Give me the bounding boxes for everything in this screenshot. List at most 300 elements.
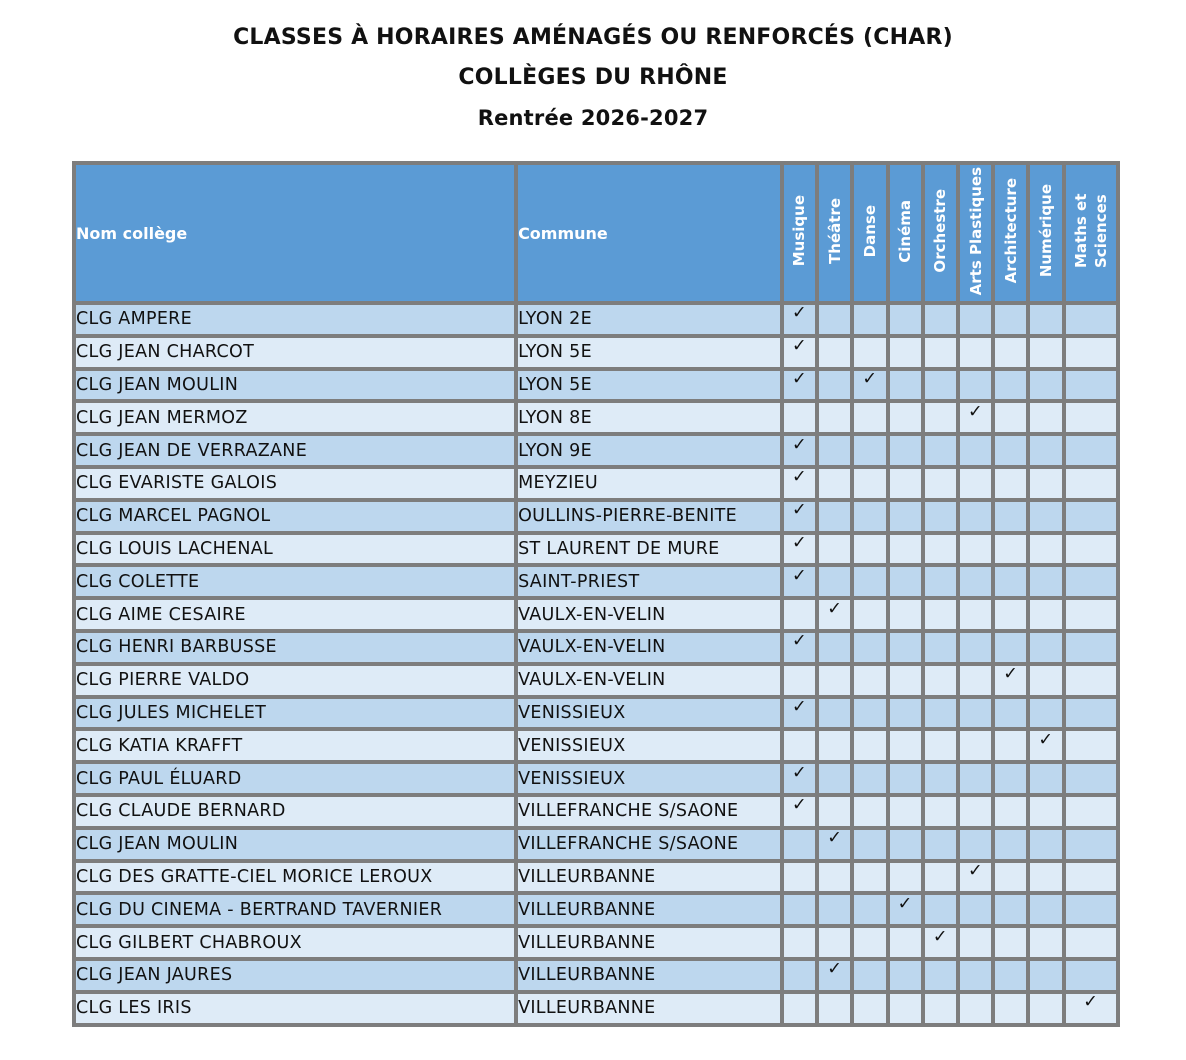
activity-cell [1030,633,1061,662]
activity-cell [925,338,956,367]
college-name-cell: CLG DES GRATTE-CIEL MORICE LEROUX [76,863,514,892]
activity-cell [890,567,921,596]
header-musique: Musique [784,165,815,301]
activity-cell [890,895,921,924]
activity-cell [854,633,885,662]
commune-cell: ST LAURENT DE MURE [518,535,780,564]
check-icon: ✓ [792,303,807,324]
activity-cell [854,502,885,531]
activity-cell [784,436,815,465]
activity-cell [960,961,991,990]
check-icon: ✓ [897,893,913,914]
title-line-2: COLLÈGES DU RHÔNE [458,65,728,90]
activity-cell [925,403,956,432]
activity-cell [1066,961,1116,990]
activity-cell [784,764,815,793]
commune-cell: VENISSIEUX [518,699,780,728]
activity-cell [784,338,815,367]
activity-cell [854,338,885,367]
commune-cell: VAULX-EN-VELIN [518,666,780,695]
activity-cell [819,764,850,793]
commune-cell: LYON 5E [518,371,780,400]
activity-cell [925,961,956,990]
activity-cell [995,567,1026,596]
header-architecture: Architecture [995,165,1026,301]
activity-cell [925,633,956,662]
activity-cell [925,600,956,629]
check-icon: ✓ [968,401,983,422]
commune-cell: VILLEFRANCHE S/SAONE [518,797,780,826]
college-name-cell: CLG JEAN DE VERRAZANE [76,436,514,465]
activity-cell [995,994,1026,1023]
commune-cell: VILLEFRANCHE S/SAONE [518,830,780,859]
activity-cell [925,305,956,334]
activity-cell [819,371,850,400]
activity-cell [1066,436,1116,465]
activity-cell [819,797,850,826]
college-name-cell: CLG DU CINEMA - BERTRAND TAVERNIER [76,895,514,924]
activity-cell [819,567,850,596]
activity-cell [854,600,885,629]
activity-cell [819,633,850,662]
activity-cell [890,502,921,531]
table-row [76,895,1116,924]
activity-cell [1030,535,1061,564]
college-name-cell: CLG JULES MICHELET [76,699,514,728]
activity-cell [925,731,956,760]
activity-cell [819,436,850,465]
activity-cell [890,305,921,334]
activity-cell [1066,567,1116,596]
activity-cell [925,699,956,728]
activity-cell [854,797,885,826]
college-name-cell: CLG JEAN MOULIN [76,371,514,400]
college-name-cell: CLG HENRI BARBUSSE [76,633,514,662]
table-row [76,535,1116,564]
activity-cell [960,436,991,465]
activity-cell [960,666,991,695]
activity-cell [890,338,921,367]
table-row [76,666,1116,695]
activity-cell [1030,502,1061,531]
activity-cell [890,994,921,1023]
activity-cell [925,895,956,924]
activity-cell [784,696,815,728]
activity-cell [890,436,921,465]
table-row [76,502,1116,531]
header-theatre: Théâtre [819,165,850,301]
table-row [76,469,1116,498]
activity-cell [784,532,815,564]
activity-cell [925,469,956,498]
activity-cell [854,764,885,793]
activity-cell [819,830,850,859]
activity-cell [1066,895,1116,924]
activity-cell [960,633,991,662]
activity-cell [995,863,1026,892]
commune-cell: LYON 2E [518,305,780,334]
activity-cell [890,699,921,728]
activity-cell [1066,797,1116,826]
table-row [76,600,1116,629]
activity-cell [854,666,885,695]
college-name-cell: CLG GILBERT CHABROUX [76,928,514,957]
activity-cell [995,731,1026,760]
college-name-cell: CLG JEAN CHARCOT [76,338,514,367]
check-icon: ✓ [827,959,843,980]
activity-cell [1030,994,1061,1023]
college-name-cell: CLG MARCEL PAGNOL [76,502,514,531]
activity-cell [960,600,991,629]
check-icon: ✓ [792,500,807,521]
activity-cell [854,731,885,760]
activity-cell [995,895,1026,924]
college-name-cell: CLG AIME CESAIRE [76,600,514,629]
activity-cell [854,961,885,990]
activity-cell [890,666,921,695]
activity-cell [1030,764,1061,793]
activity-cell [1066,699,1116,728]
activity-cell [1066,338,1116,367]
commune-cell: VILLEURBANNE [518,994,780,1023]
activity-cell [960,731,991,760]
commune-cell: SAINT-PRIEST [518,567,780,596]
activity-cell [890,830,921,859]
check-icon: ✓ [827,598,843,619]
table-row [76,764,1116,793]
activity-cell [960,305,991,334]
activity-cell [1066,305,1116,334]
activity-cell [819,895,850,924]
activity-cell [960,830,991,859]
header-commune: Commune [518,165,780,301]
activity-cell [995,928,1026,957]
check-icon: ✓ [792,467,807,488]
commune-cell: VILLEURBANNE [518,961,780,990]
check-icon: ✓ [792,565,807,586]
activity-cell [960,535,991,564]
activity-cell [784,895,815,924]
activity-cell [1066,469,1116,498]
college-name-cell: CLG PIERRE VALDO [76,666,514,695]
activity-cell [890,731,921,760]
header-danse: Danse [854,165,885,301]
activity-cell [1030,567,1061,596]
activity-cell [960,895,991,924]
activity-cell [995,305,1026,334]
check-icon: ✓ [792,762,807,783]
header-numerique: Numérique [1030,165,1061,301]
activity-cell [784,600,815,629]
check-icon: ✓ [792,696,807,717]
activity-cell [854,830,885,859]
activity-cell [819,403,850,432]
activity-cell [854,368,885,400]
check-icon: ✓ [792,434,807,455]
activity-cell [819,469,850,498]
activity-cell [819,600,850,629]
activity-cell [819,928,850,957]
college-name-cell: CLG KATIA KRAFFT [76,731,514,760]
activity-cell [925,797,956,826]
activity-cell [784,731,815,760]
table-body [76,305,1116,1023]
activity-cell [854,895,885,924]
check-icon: ✓ [792,532,807,553]
activity-cell [819,994,850,1023]
table-row [76,371,1116,400]
commune-cell: LYON 9E [518,436,780,465]
activity-cell [925,764,956,793]
check-icon: ✓ [792,336,807,357]
title-line-3: Rentrée 2026-2027 [477,106,709,130]
activity-cell [925,928,956,957]
table-row [76,699,1116,728]
check-icon: ✓ [792,631,807,652]
activity-cell [1030,403,1061,432]
activity-cell [890,469,921,498]
activity-cell [1066,600,1116,629]
activity-cell [890,797,921,826]
activity-cell [890,764,921,793]
activity-cell [854,863,885,892]
activity-cell [995,764,1026,793]
activity-cell [1030,469,1061,498]
activity-cell [784,961,815,990]
college-name-cell: CLG AMPERE [76,305,514,334]
activity-cell [925,666,956,695]
activity-cell [819,338,850,367]
activity-cell [1066,403,1116,432]
activity-cell [1030,961,1061,990]
activity-cell [784,797,815,826]
check-icon: ✓ [792,795,807,816]
activity-cell [784,305,815,334]
commune-cell: VILLEURBANNE [518,895,780,924]
check-icon: ✓ [932,926,948,947]
activity-cell [1030,731,1061,760]
table-row [76,305,1116,334]
table-row [76,797,1116,826]
activity-cell [995,403,1026,432]
activity-cell [854,699,885,728]
activity-cell [854,928,885,957]
activity-cell [995,338,1026,367]
activity-cell [890,633,921,662]
table-row [76,567,1116,596]
check-icon: ✓ [1038,729,1054,750]
activity-cell [890,600,921,629]
activity-cell [960,764,991,793]
activity-cell [784,502,815,531]
activity-cell [819,863,850,892]
activity-cell [1030,305,1061,334]
check-icon: ✓ [1083,992,1099,1013]
activity-cell [784,863,815,892]
commune-cell: OULLINS-PIERRE-BENITE [518,502,780,531]
activity-cell [819,699,850,728]
activity-cell [784,567,815,596]
commune-cell: VILLEURBANNE [518,863,780,892]
activity-cell [925,863,956,892]
table-row [76,994,1116,1023]
table-row [76,436,1116,465]
activity-cell [995,699,1026,728]
activity-cell [784,666,815,695]
activity-cell [1066,830,1116,859]
check-icon: ✓ [1003,664,1019,685]
check-icon: ✓ [968,860,983,881]
activity-cell [854,403,885,432]
activity-cell [890,371,921,400]
activity-cell [1066,502,1116,531]
activity-cell [960,338,991,367]
activity-cell [1030,338,1061,367]
header-maths-et-sciences: Maths et Sciences [1066,165,1116,301]
commune-cell: VENISSIEUX [518,764,780,793]
activity-cell [960,469,991,498]
activity-cell [784,403,815,432]
college-name-cell: CLG PAUL ÉLUARD [76,764,514,793]
activity-cell [960,797,991,826]
commune-cell: VAULX-EN-VELIN [518,633,780,662]
activity-cell [925,502,956,531]
activity-cell [995,830,1026,859]
activity-cell [1030,436,1061,465]
activity-cell [1066,666,1116,695]
check-icon: ✓ [862,368,878,389]
activity-cell [854,436,885,465]
activity-cell [1030,666,1061,695]
activity-cell [890,863,921,892]
activity-cell [784,469,815,498]
activity-cell [890,928,921,957]
activity-cell [925,830,956,859]
check-icon: ✓ [792,368,807,389]
activity-cell [995,666,1026,695]
header-cinema: Cinéma [890,165,921,301]
activity-cell [960,502,991,531]
activity-cell [1066,928,1116,957]
activity-cell [1030,830,1061,859]
activity-cell [995,961,1026,990]
activity-cell [995,633,1026,662]
table-row [76,961,1116,990]
commune-cell: VILLEURBANNE [518,928,780,957]
activity-cell [1066,764,1116,793]
commune-cell: MEYZIEU [518,469,780,498]
college-name-cell: CLG LOUIS LACHENAL [76,535,514,564]
activity-cell [925,535,956,564]
header-row [76,165,1116,301]
activity-cell [1066,863,1116,892]
activity-cell [784,928,815,957]
activity-cell [819,502,850,531]
char-table [72,161,1120,1027]
activity-cell [1066,371,1116,400]
college-name-cell: CLG JEAN JAURES [76,961,514,990]
commune-cell: VAULX-EN-VELIN [518,600,780,629]
activity-cell [890,403,921,432]
activity-cell [784,994,815,1023]
table-row [76,731,1116,760]
header-nom-college: Nom collège [76,165,514,301]
activity-cell [1030,895,1061,924]
college-name-cell: CLG EVARISTE GALOIS [76,469,514,498]
table-row [76,863,1116,892]
check-icon: ✓ [827,828,843,849]
table-row [76,928,1116,957]
activity-cell [1030,371,1061,400]
college-name-cell: CLG LES IRIS [76,994,514,1023]
activity-cell [854,469,885,498]
table-row [76,830,1116,859]
activity-cell [960,371,991,400]
commune-cell: VENISSIEUX [518,731,780,760]
activity-cell [1030,600,1061,629]
college-name-cell: CLG JEAN MOULIN [76,830,514,859]
activity-cell [960,567,991,596]
table-row [76,633,1116,662]
commune-cell: LYON 5E [518,338,780,367]
activity-cell [1030,699,1061,728]
activity-cell [1066,994,1116,1023]
activity-cell [960,403,991,432]
activity-cell [784,633,815,662]
table-row [76,338,1116,367]
activity-cell [960,699,991,728]
header-orchestre: Orchestre [925,165,956,301]
activity-cell [995,600,1026,629]
activity-cell [819,535,850,564]
activity-cell [1066,633,1116,662]
college-name-cell: CLG JEAN MERMOZ [76,403,514,432]
activity-cell [1066,535,1116,564]
activity-cell [819,305,850,334]
college-name-cell: CLG CLAUDE BERNARD [76,797,514,826]
activity-cell [960,928,991,957]
activity-cell [819,666,850,695]
activity-cell [995,797,1026,826]
college-name-cell: CLG COLETTE [76,567,514,596]
activity-cell [925,994,956,1023]
activity-cell [925,371,956,400]
commune-cell: LYON 8E [518,403,780,432]
header-arts-plastiques: Arts Plastiques [960,165,991,301]
document-title [0,18,1186,138]
activity-cell [925,436,956,465]
activity-cell [854,535,885,564]
activity-cell [960,860,991,892]
activity-cell [1030,928,1061,957]
activity-cell [995,436,1026,465]
activity-cell [819,961,850,990]
activity-cell [819,731,850,760]
activity-cell [995,535,1026,564]
activity-cell [784,830,815,859]
table-row [76,403,1116,432]
title-line-1: CLASSES À HORAIRES AMÉNAGÉS OU RENFORCÉS (CHAR) [233,25,953,50]
activity-cell [784,368,815,400]
activity-cell [1030,863,1061,892]
activity-cell [854,567,885,596]
activity-cell [925,567,956,596]
activity-cell [854,994,885,1023]
activity-cell [995,371,1026,400]
activity-cell [995,502,1026,531]
activity-cell [890,961,921,990]
activity-cell [960,994,991,1023]
